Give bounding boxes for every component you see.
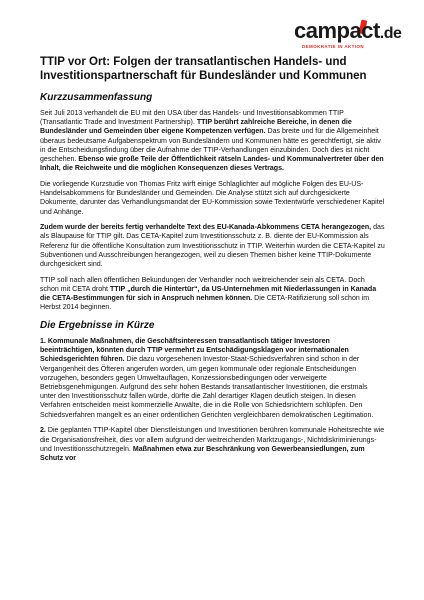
text: TTIP soll nach allen öffentlichen Bekundungen der Verhandler noch weitreichender sein als CETA. Doch schon mit CETA droht: [40, 276, 365, 293]
section-heading: Die Ergebnisse in Kürze: [40, 320, 155, 332]
text: Seit Juli 2013 verhandelt die EU mit den USA über das Handels- und Investitionsabkommen TTIP (Transatlantic Trade and Investment Partnership).: [40, 110, 344, 127]
bold-text: Maßnahmen etwa zur Beschränkung von Gewerbeansiedlungen, zum Schutz vor: [40, 445, 365, 462]
text: Die vorliegende Kurzstudie von Thomas Fritz wirft einige Schlaglichter auf mögliche Folgen des EU-US-Handelsabkommens für Bundesländer und Gemeinden. Die Analyse stützt sich auf durchgesickerte Dokumente, darunter das Verhandlungsmandat der EU-Kommission sowie Textentwürfe verschiedener Kapitel und Anhänge.: [40, 180, 385, 216]
bold-text: Zudem wurde der bereits fertig verhandelte Text des EU-Kanada-Abkommens CETA herangezogen,: [40, 224, 372, 232]
document-title: TTIP vor Ort: Folgen der transatlantischen Handels- und Investitionspartnerschaft für Bundesländer und Kommunen: [40, 56, 367, 82]
paragraph: [40, 426, 385, 463]
bold-text: TTIP berührt zahlreiche Bereiche, in denen die Bundesländer und Gemeinden über eigene Kompetenzen verfügen.: [40, 119, 352, 136]
paragraph: [40, 276, 385, 313]
bold-text: 1. Kommunale Maßnahmen, die Geschäftsinteressen transatlantisch tätiger Investoren beeinträchtigen, könnten durch TTIP vermehrt zu Entschädigungsklagen vor internationalen Schiedsgerichten führen.: [40, 338, 349, 364]
bold-text: 2.: [40, 427, 46, 435]
bold-text: Ebenso wie große Teile der Öffentlichkeit rätseln Landes- und Kommunalvertreter über den Inhalt, die Reichweite und die möglichen Konsequenzen dieses Vertrags.: [40, 156, 384, 173]
paragraph: [40, 180, 385, 217]
logo-tagline: DEMOKRATIE IN AKTION: [302, 44, 364, 49]
text: das als Blaupause für TTIP gilt. Das CETA-Kapitel zum Investitionsschutz z. B. diente der EU-Kommission als Referenz für die öffentliche Konsultation zum Investitionsschutz in TTIP. Weiterhin wurden die CETA-Kapitel zu Subventionen und Ausschreibungen herangezogen, weil zu diesen Themen bisher keine TTIP-Dokumente durchgesickert sind.: [40, 224, 385, 269]
bold-text: TTIP „durch die Hintertür“, da US-Unternehmen mit Niederlassungen in Kanada die CETA-Bestimmungen für sich in Anspruch nehmen können.: [40, 285, 377, 303]
document-body: [40, 91, 385, 470]
campact-logo: [294, 18, 402, 54]
text: Die geplanten TTIP-Kapitel über Dienstleistungen und Investitionen berühren kommunale Hoheitsrechte wie die Organisationsfreiheit, dies vor allem aufgrund der weitreichenden Marktzugangs-, Nichtdiskriminierungs- und Investitionsschutzregeln.: [40, 427, 385, 453]
text: Die CETA-Ratifizierung soll schon im Herbst 2014 beginnen.: [40, 295, 370, 312]
text: Das breite und für die Allgemeinheit überaus bedeutsame Aufgabenspektrum von Bundesländern und Kommunen hätte es gerechtfertigt, sie aktiv in die Entscheidungsfindung über die Aufnahme der TTIP-Verhandlungen einzubinden. Doch dies ist nicht geschehen.: [40, 128, 381, 164]
section-heading: Kurzzusammenfassung: [40, 92, 153, 103]
logo-tld: .de: [379, 25, 402, 42]
paragraph: [40, 223, 385, 269]
paragraph: [40, 109, 385, 173]
paragraph: [40, 337, 385, 420]
logo-text: campact: [294, 18, 380, 43]
text: Die dazu vorgesehenen Investor-Staat-Schiedsverfahren sind schon in der Vergangenheit des Öfteren angerufen worden, um gegen kommunale oder regionale Entscheidungen vorzugehen, besonders gegen Umweltauflagen, Konzessionsbedingungen oder verweigerte Betriebsgenehmigungen. Aufgrund des sehr hohen Bestands transatlantischer Investitionen, die erstmals unter den Investitionsschutz fallen würde, dürfte die Zahl derartiger Klagen deutlich steigen. In diesen Verfahren entscheiden meist kommerzielle Anwälte, die in die Rolle von Schiedsrichtern schlüpfen. Den Schiedsverfahren mangelt es an einer ordentlichen Gerichten vergleichbaren demokratischen Legitimation.: [40, 356, 374, 419]
